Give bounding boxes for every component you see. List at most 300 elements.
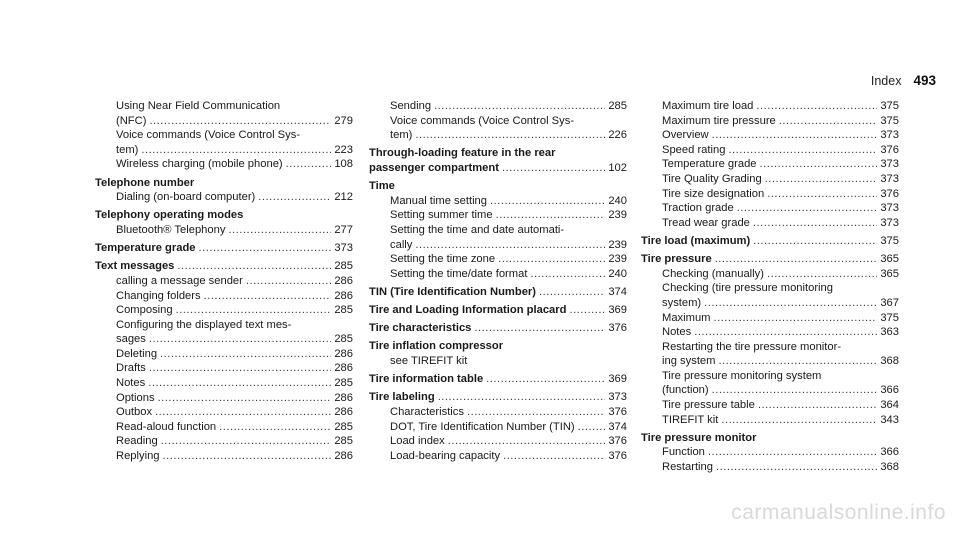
- index-heading: [369, 179, 627, 194]
- index-line: [662, 267, 899, 282]
- index-entry: [369, 194, 627, 209]
- entry-text: Setting summer time: [390, 209, 493, 222]
- dot-leader: [286, 157, 332, 172]
- dot-leader: [502, 161, 605, 176]
- entry-text: Load-bearing capacity: [390, 449, 501, 462]
- entry-text: Maximum tire pressure: [662, 114, 776, 127]
- dot-leader: [158, 391, 332, 406]
- index-column-1: [95, 99, 353, 464]
- index-line: [390, 354, 627, 369]
- entry-text: Load index: [390, 435, 445, 448]
- dot-leader: [228, 223, 331, 238]
- page-ref[interactable]: 376: [880, 187, 899, 200]
- entry-text: Using Near Field Communication: [116, 100, 281, 112]
- index-entry: [369, 405, 627, 420]
- entry-text: Notes: [662, 326, 692, 339]
- entry-text: DOT, Tire Identification Number (TIN): [390, 420, 575, 433]
- index-line: [662, 281, 899, 296]
- page-header: [871, 73, 936, 88]
- entry-text: sages: [116, 333, 146, 346]
- page-ref[interactable]: 368: [880, 461, 899, 474]
- page-ref[interactable]: 226: [608, 129, 627, 142]
- page-ref[interactable]: 373: [334, 242, 353, 255]
- index-heading: [369, 390, 627, 405]
- index-line: [369, 146, 627, 161]
- index-line: [116, 157, 353, 172]
- page-ref[interactable]: 286: [334, 347, 353, 360]
- dot-leader: [756, 99, 877, 114]
- index-line: [390, 267, 627, 282]
- page-ref[interactable]: 376: [608, 435, 627, 448]
- page-ref[interactable]: 286: [334, 450, 353, 463]
- index-line: [662, 445, 899, 460]
- page-ref[interactable]: 343: [880, 413, 899, 426]
- dot-leader: [694, 325, 877, 340]
- page-ref[interactable]: 240: [608, 194, 627, 207]
- index-line: [116, 99, 353, 114]
- dot-leader: [760, 157, 878, 172]
- dot-leader: [149, 114, 331, 129]
- entry-text: passenger compartment: [369, 161, 499, 174]
- page-ref[interactable]: 286: [334, 289, 353, 302]
- index-heading: [95, 208, 353, 223]
- entry-text: Voice commands (Voice Control Sys-: [390, 114, 575, 127]
- index-entry: [369, 354, 627, 369]
- entry-text: tem): [390, 129, 413, 142]
- index-line: [662, 325, 899, 340]
- dot-leader: [767, 267, 877, 282]
- page-ref[interactable]: 373: [880, 216, 899, 229]
- index-line: [662, 296, 899, 311]
- dot-leader: [448, 434, 606, 449]
- index-line: [662, 354, 899, 369]
- entry-text: Configuring the displayed text mes-: [116, 318, 292, 331]
- dot-leader: [765, 172, 878, 187]
- index-line: [116, 128, 353, 143]
- index-line: [662, 460, 899, 475]
- index-line: [390, 252, 627, 267]
- index-entry: [95, 128, 353, 157]
- entry-text: Text messages: [95, 260, 175, 273]
- entry-text: Maximum tire load: [662, 100, 754, 112]
- entry-text: Tread wear grade: [662, 216, 750, 229]
- index-entry: [95, 449, 353, 464]
- index-line: [390, 114, 627, 129]
- index-line: [662, 398, 899, 413]
- page-ref[interactable]: 364: [880, 399, 899, 412]
- entry-text: tem): [116, 143, 139, 156]
- dot-leader: [578, 420, 606, 435]
- index-line: [116, 391, 353, 406]
- page-ref[interactable]: 376: [608, 322, 627, 335]
- index-heading: [95, 241, 353, 256]
- index-entry: [641, 445, 899, 460]
- index-entry: [95, 434, 353, 449]
- index-heading: [369, 339, 627, 354]
- entry-text: Overview: [662, 129, 709, 142]
- dot-leader: [569, 303, 605, 318]
- index-line: [390, 223, 627, 238]
- index-entry: [95, 274, 353, 289]
- index-entry: [641, 216, 899, 231]
- dot-leader: [148, 376, 331, 391]
- entry-text: Speed rating: [662, 143, 726, 156]
- index-line: [662, 157, 899, 172]
- page-ref[interactable]: 373: [608, 391, 627, 404]
- page-ref[interactable]: 363: [880, 326, 899, 339]
- index-line: [369, 303, 627, 318]
- index-line: [369, 285, 627, 300]
- index-line: [662, 369, 899, 384]
- index-entry: [641, 340, 899, 369]
- entry-text: cally: [390, 238, 413, 251]
- entry-text: Restarting: [662, 461, 713, 474]
- dot-leader: [758, 398, 877, 413]
- entry-text: Wireless charging (mobile phone): [116, 158, 283, 171]
- index-heading: [369, 303, 627, 318]
- entry-text: Traction grade: [662, 202, 734, 215]
- page-ref[interactable]: 108: [334, 158, 353, 171]
- entry-text: Tire information table: [369, 373, 484, 386]
- entry-text: Dialing (on-board computer): [116, 191, 256, 204]
- index-line: [116, 274, 353, 289]
- index-line: [116, 376, 353, 391]
- entry-text: Voice commands (Voice Control Sys-: [116, 129, 301, 142]
- page-ref[interactable]: 365: [880, 253, 899, 266]
- index-line: [116, 420, 353, 435]
- page-ref[interactable]: 239: [608, 209, 627, 222]
- page-ref[interactable]: 375: [880, 311, 899, 324]
- entry-text: Characteristics: [390, 406, 464, 419]
- page-ref[interactable]: 102: [608, 161, 627, 174]
- entry-text: Maximum: [662, 311, 711, 324]
- page-ref[interactable]: 367: [880, 296, 899, 309]
- index-entry: [95, 289, 353, 304]
- dot-leader: [715, 252, 878, 267]
- entry-text: Setting the time/date format: [390, 267, 528, 280]
- dot-leader: [155, 405, 331, 420]
- index-entry: [369, 99, 627, 114]
- dot-leader: [438, 390, 606, 405]
- index-column-3: [641, 99, 899, 475]
- entry-text: TIN (Tire Identification Number): [369, 285, 536, 298]
- page-ref[interactable]: 285: [334, 435, 353, 448]
- entry-text: Temperature grade: [662, 158, 757, 171]
- dot-leader: [716, 460, 877, 475]
- dot-leader: [163, 449, 332, 464]
- entry-text: Restarting the tire pressure monitor-: [662, 340, 842, 353]
- entry-text: Tire pressure: [641, 253, 712, 266]
- index-line: [662, 128, 899, 143]
- index-heading: [641, 431, 899, 446]
- entry-text: Tire and Loading Information placard: [369, 304, 567, 317]
- index-line: [662, 413, 899, 428]
- dot-leader: [718, 354, 877, 369]
- page-ref[interactable]: 286: [334, 362, 353, 375]
- page-ref[interactable]: 286: [334, 406, 353, 419]
- index-line: [390, 238, 627, 253]
- index-line: [116, 223, 353, 238]
- index-line: [662, 143, 899, 158]
- index-line: [116, 143, 353, 158]
- entry-text: ing system: [662, 355, 716, 368]
- page-ref[interactable]: 376: [608, 406, 627, 419]
- page-ref[interactable]: 285: [334, 304, 353, 317]
- dot-leader: [753, 234, 877, 249]
- index-line: [116, 449, 353, 464]
- index-line: [390, 434, 627, 449]
- dot-leader: [246, 274, 331, 289]
- entry-text: calling a message sender: [116, 274, 243, 287]
- entry-text: Telephone number: [95, 176, 195, 189]
- index-entry: [95, 157, 353, 172]
- page-ref[interactable]: 368: [880, 355, 899, 368]
- page-ref[interactable]: 366: [880, 446, 899, 459]
- dot-leader: [721, 413, 877, 428]
- index-line: [390, 194, 627, 209]
- page-ref[interactable]: 374: [608, 420, 627, 433]
- dot-leader: [149, 332, 331, 347]
- entry-text: Setting the time zone: [390, 253, 496, 266]
- entry-text: see TIREFIT kit: [390, 355, 468, 368]
- page-ref[interactable]: 277: [334, 223, 353, 236]
- entry-text: Composing: [116, 304, 173, 317]
- page-ref[interactable]: 285: [334, 333, 353, 346]
- index-line: [662, 114, 899, 129]
- index-entry: [369, 252, 627, 267]
- page-ref[interactable]: 373: [880, 158, 899, 171]
- index-heading: [641, 234, 899, 249]
- entry-text: Reading: [116, 435, 158, 448]
- index-entry: [369, 114, 627, 143]
- index-entry: [369, 208, 627, 223]
- dot-leader: [415, 128, 605, 143]
- dot-leader: [498, 252, 605, 267]
- entry-text: Options: [116, 391, 155, 404]
- dot-leader: [728, 143, 877, 158]
- page-ref[interactable]: 286: [334, 391, 353, 404]
- dot-leader: [258, 190, 331, 205]
- dot-leader: [712, 383, 878, 398]
- index-line: [662, 340, 899, 355]
- index-entry: [641, 460, 899, 475]
- page-ref[interactable]: 285: [334, 420, 353, 433]
- page-ref[interactable]: 375: [880, 100, 899, 112]
- index-entry: [641, 369, 899, 398]
- index-line: [662, 311, 899, 326]
- entry-text: system): [662, 296, 702, 309]
- entry-text: Tire size designation: [662, 187, 765, 200]
- entry-text: Bluetooth® Telephony: [116, 223, 226, 236]
- index-line: [662, 216, 899, 231]
- index-entry: [641, 201, 899, 216]
- page-ref[interactable]: 239: [608, 238, 627, 251]
- dot-leader: [199, 241, 332, 256]
- index-heading: [369, 372, 627, 387]
- index-line: [95, 176, 353, 191]
- index-line: [662, 383, 899, 398]
- index-heading: [95, 259, 353, 274]
- dot-leader: [141, 143, 331, 158]
- page-ref[interactable]: 285: [334, 377, 353, 390]
- index-entry: [95, 347, 353, 362]
- entry-text: Replying: [116, 450, 160, 463]
- entry-text: Deleting: [116, 347, 158, 360]
- page-ref[interactable]: 223: [334, 143, 353, 156]
- page-ref[interactable]: 240: [608, 267, 627, 280]
- dot-leader: [467, 405, 605, 420]
- index-entry: [369, 267, 627, 282]
- index-entry: [641, 325, 899, 340]
- page-ref[interactable]: 369: [608, 373, 627, 386]
- dot-leader: [204, 289, 332, 304]
- index-entry: [641, 398, 899, 413]
- entry-text: Tire characteristics: [369, 322, 472, 335]
- index-line: [369, 372, 627, 387]
- page-ref[interactable]: 376: [608, 449, 627, 462]
- index-entry: [641, 267, 899, 282]
- dot-leader: [176, 303, 332, 318]
- entry-text: Manual time setting: [390, 194, 488, 207]
- dot-leader: [503, 449, 605, 464]
- index-line: [95, 241, 353, 256]
- entry-text: Tire inflation compressor: [369, 340, 504, 353]
- dot-leader: [486, 372, 605, 387]
- entry-text: Tire pressure table: [662, 399, 755, 412]
- index-heading: [369, 146, 627, 175]
- page-ref[interactable]: 375: [880, 114, 899, 127]
- index-column-2: [369, 99, 627, 463]
- dot-leader: [434, 99, 605, 114]
- index-line: [662, 201, 899, 216]
- index-entry: [95, 405, 353, 420]
- entry-text: TIREFIT kit: [662, 413, 719, 426]
- entry-text: Tire labeling: [369, 391, 435, 404]
- dot-leader: [530, 267, 605, 282]
- index-line: [95, 259, 353, 274]
- dot-leader: [704, 296, 877, 311]
- index-heading: [369, 285, 627, 300]
- page-ref[interactable]: 365: [880, 267, 899, 280]
- page-ref[interactable]: 375: [880, 234, 899, 247]
- dot-leader: [177, 259, 331, 274]
- index-line: [369, 390, 627, 405]
- dot-leader: [474, 321, 605, 336]
- index-line: [369, 339, 627, 354]
- entry-text: Tire load (maximum): [641, 234, 751, 247]
- index-entry: [369, 449, 627, 464]
- index-entry: [641, 187, 899, 202]
- index-line: [641, 252, 899, 267]
- dot-leader: [490, 194, 605, 209]
- page-ref[interactable]: 212: [334, 191, 353, 204]
- page-ref[interactable]: 373: [880, 172, 899, 185]
- index-line: [641, 431, 899, 446]
- index-heading: [641, 252, 899, 267]
- index-line: [390, 128, 627, 143]
- page-ref[interactable]: 285: [608, 100, 627, 112]
- dot-leader: [219, 420, 331, 435]
- index-line: [662, 99, 899, 114]
- dot-leader: [161, 434, 332, 449]
- index-line: [116, 190, 353, 205]
- page-ref[interactable]: 279: [334, 114, 353, 127]
- index-line: [116, 405, 353, 420]
- index-entry: [95, 361, 353, 376]
- index-entry: [641, 143, 899, 158]
- page-ref[interactable]: 374: [608, 285, 627, 298]
- index-line: [95, 208, 353, 223]
- index-entry: [95, 318, 353, 347]
- index-entry: [369, 223, 627, 252]
- page-ref[interactable]: 285: [334, 260, 353, 273]
- index-line: [116, 361, 353, 376]
- entry-text: Sending: [390, 100, 432, 112]
- index-entry: [641, 114, 899, 129]
- dot-leader: [708, 445, 877, 460]
- index-line: [662, 172, 899, 187]
- entry-text: Function: [662, 446, 705, 459]
- dot-leader: [160, 347, 331, 362]
- index-line: [390, 449, 627, 464]
- entry-text: Outbox: [116, 406, 153, 419]
- entry-text: (function): [662, 384, 709, 397]
- index-entry: [641, 413, 899, 428]
- dot-leader: [713, 311, 877, 326]
- index-entry: [95, 190, 353, 205]
- entry-text: Time: [369, 180, 395, 193]
- page-ref[interactable]: 286: [334, 274, 353, 287]
- index-line: [116, 434, 353, 449]
- index-entry: [95, 303, 353, 318]
- page-ref[interactable]: 373: [880, 202, 899, 215]
- index-entry: [641, 157, 899, 172]
- watermark: carmanualsonline.info: [731, 501, 946, 524]
- index-entry: [95, 391, 353, 406]
- index-entry: [95, 420, 353, 435]
- index-line: [116, 289, 353, 304]
- page-ref[interactable]: 239: [608, 253, 627, 266]
- index-line: [369, 321, 627, 336]
- dot-leader: [767, 187, 877, 202]
- entry-text: Setting the time and date automati-: [390, 223, 565, 236]
- page-ref[interactable]: 376: [880, 143, 899, 156]
- index-line: [369, 161, 627, 176]
- dot-leader: [496, 208, 606, 223]
- index-line: [116, 318, 353, 333]
- dot-leader: [737, 201, 878, 216]
- section-label: Index: [870, 74, 902, 88]
- index-entry: [641, 99, 899, 114]
- entry-text: Checking (manually): [662, 267, 764, 280]
- index-entry: [641, 281, 899, 310]
- page-ref[interactable]: 369: [608, 304, 627, 317]
- entry-text: Drafts: [116, 362, 146, 375]
- entry-text: Tire pressure monitor: [641, 431, 757, 444]
- page-ref[interactable]: 366: [880, 384, 899, 397]
- index-heading: [95, 176, 353, 191]
- entry-text: Notes: [116, 377, 146, 390]
- dot-leader: [753, 216, 877, 231]
- entry-text: (NFC): [116, 114, 147, 127]
- index-line: [641, 234, 899, 249]
- entry-text: Tire pressure monitoring system: [662, 369, 822, 382]
- index-entry: [95, 376, 353, 391]
- page-ref[interactable]: 373: [880, 129, 899, 142]
- index-entry: [369, 420, 627, 435]
- index-line: [116, 114, 353, 129]
- index-line: [369, 179, 627, 194]
